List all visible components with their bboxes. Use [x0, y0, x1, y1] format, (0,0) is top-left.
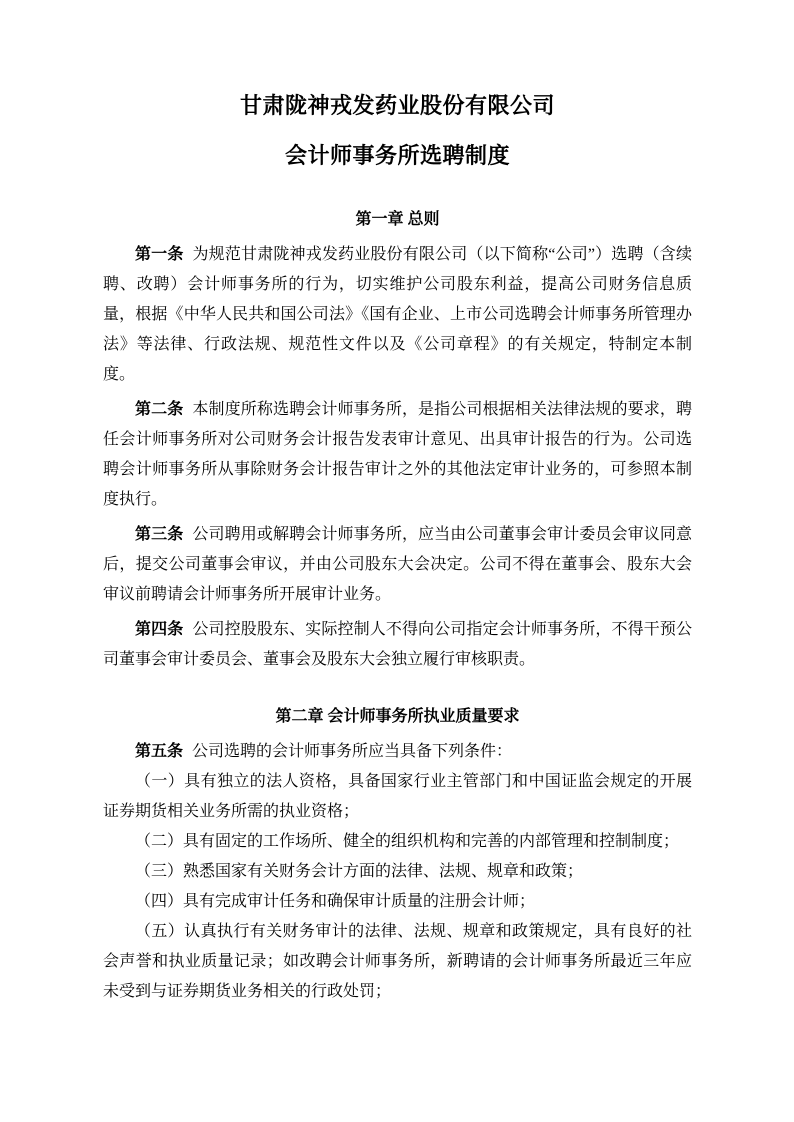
article-5-paragraph — [103, 737, 692, 767]
article-3-text: 公司聘用或解聘会计师事务所，应当由公司董事会审计委员会审议同意后，提交公司董事会审议，并由公司股东大会决定。公司不得在董事会、股东大会审议前聘请会计师事务所开展审计业务。 — [103, 526, 692, 603]
article-5-item-2: （二）具有固定的工作场所、健全的组织机构和完善的内部管理和控制制度； — [135, 833, 680, 850]
article-4-paragraph — [103, 615, 692, 675]
chapter-2-heading: 第二章 会计师事务所执业质量要求 — [275, 708, 520, 725]
document-title-line-2: 会计师事务所选聘制度 — [284, 143, 510, 168]
article-5-number: 第五条 — [135, 743, 184, 760]
article-2-number: 第二条 — [135, 401, 184, 418]
article-4-text: 公司控股股东、实际控制人不得向公司指定会计师事务所，不得干预公司董事会审计委员会、董事会及股东大会独立履行审核职责。 — [103, 621, 692, 668]
article-5-item-3: （三）熟悉国家有关财务会计方面的法律、法规、规章和政策； — [135, 863, 584, 880]
article-5-text: 公司选聘的会计师事务所应当具备下列条件： — [192, 743, 513, 760]
document-content — [103, 0, 692, 1007]
article-3-number: 第三条 — [135, 526, 184, 543]
article-5-item-1: （一）具有独立的法人资格，具备国家行业主管部门和中国证监会规定的开展证券期货相关业务所需的执业资格； — [103, 773, 692, 820]
chapter-1-heading: 第一章 总则 — [355, 211, 440, 228]
document-title-line-1: 甘肃陇神戎发药业股份有限公司 — [239, 93, 555, 118]
article-1-number: 第一条 — [135, 246, 184, 263]
article-3-paragraph — [103, 520, 692, 610]
article-2-paragraph — [103, 395, 692, 515]
article-2-text: 本制度所称选聘会计师事务所，是指公司根据相关法律法规的要求，聘任会计师事务所对公司财务会计报告发表审计意见、出具审计报告的行为。公司选聘会计师事务所从事除财务会计报告审计之外的其他法定审计业务的，可参照本制度执行。 — [103, 401, 692, 508]
article-5-item-4: （四）具有完成审计任务和确保审计质量的注册会计师； — [135, 893, 536, 910]
article-4-number: 第四条 — [135, 621, 184, 638]
article-1-paragraph — [103, 240, 692, 390]
article-5-item-5: （五）认真执行有关财务审计的法律、法规、规章和政策规定，具有良好的社会声誉和执业质量记录；如改聘会计师事务所，新聘请的会计师事务所最近三年应未受到与证券期货业务相关的行政处罚； — [103, 923, 692, 1000]
article-1-text: 为规范甘肃陇神戎发药业股份有限公司（以下简称“公司”）选聘（含续聘、改聘）会计师事务所的行为，切实维护公司股东利益，提高公司财务信息质量，根据《中华人民共和国公司法》《国有企业、上市公司选聘会计师事务所管理办法》等法律、行政法规、规范性文件以及《公司章程》的有关规定，特制定本制度。 — [103, 246, 692, 383]
